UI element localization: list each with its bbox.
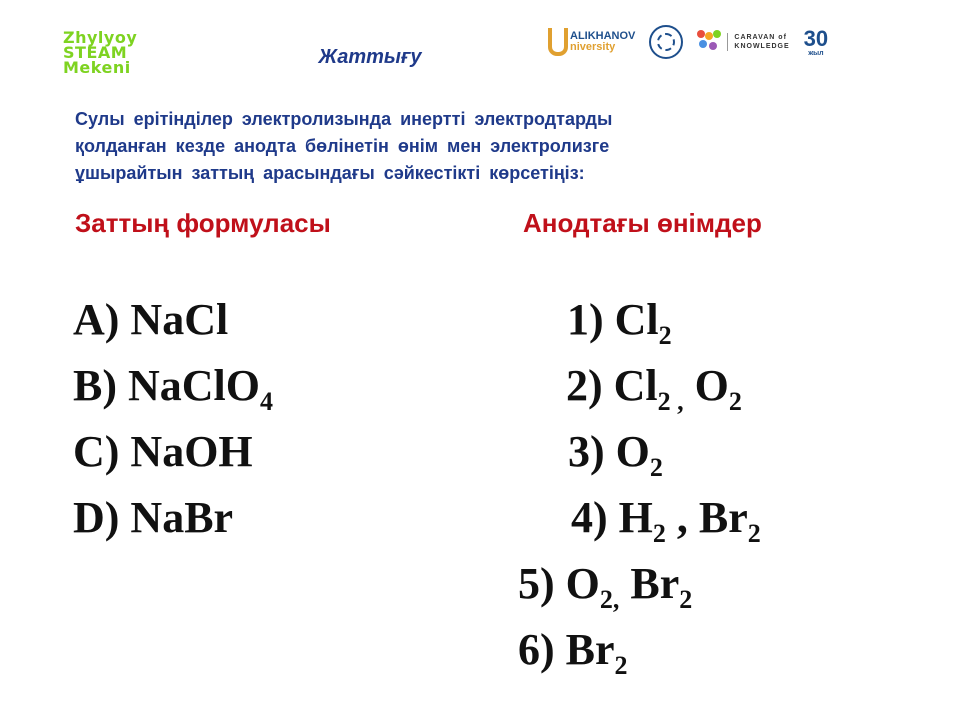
brand-line-3: Mekeni [63,58,131,77]
left-column-header: Заттың формуласы [75,208,331,238]
substance-item: C) NaOH [73,427,253,476]
task-line-1: Сулы ерітінділер электролизында инертті электродтарды [75,109,613,129]
product-item: 2) $Cl_{2 ,}$ $O_2$ [566,361,742,416]
task-line-2: қолданған кезде анодта бөлінетін өнім мен электролизге [75,136,610,156]
product-item: 1) $Cl_2$ [567,295,672,350]
substance-item: D) NaBr [73,493,234,542]
page-title: Жаттығу [318,46,422,68]
thirty-years-logo [803,25,829,57]
task-statement [75,106,855,187]
substance-item: B) NaClO$_4$ [73,361,273,416]
product-item: 5) $O_{2,}$ $Br_2$ [518,559,693,614]
u-logo-top: ALIKHANOV [570,30,636,42]
task-line-3: ұшырайтын заттың арасындағы сәйкестікті көрсетіңіз: [75,163,585,183]
product-item: 4) $H_2$ , $Br_2$ [571,493,761,548]
thirty-sub: жыл [808,49,824,57]
thirty-number: 30 [803,25,829,51]
product-item: 6) $Br_2$ [518,625,628,680]
caravan-line-2: KNOWLEDGE [734,43,790,50]
u-logo-bottom: niversity [570,41,616,53]
right-column-header: Анодтағы өнімдер [523,208,762,238]
caravan-line-1: CARAVAN of [734,34,787,41]
brand-line-1: Zhylyoy [63,28,138,47]
substance-item: A) NaCl [73,295,229,344]
product-item: 3) $O_2$ [568,427,663,482]
brand-line-2: STEAM [63,43,128,62]
